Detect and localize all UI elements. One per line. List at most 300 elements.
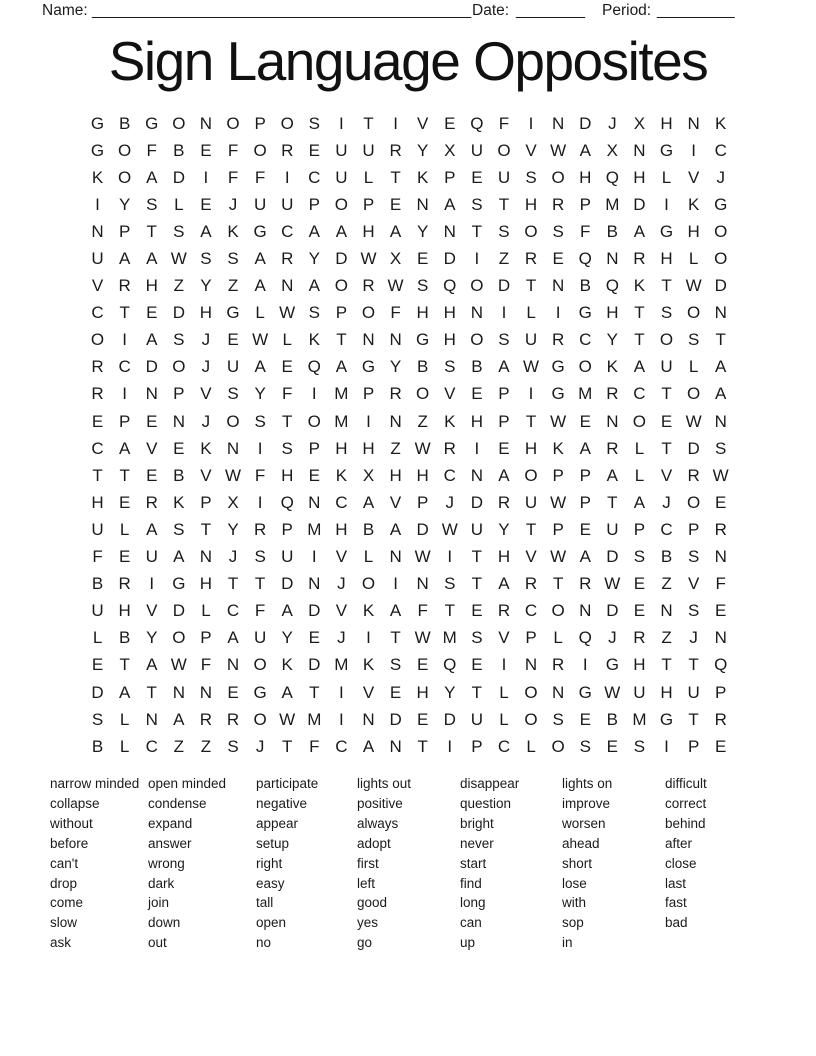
grid-letter: A [254,276,266,296]
grid-letter: A [308,221,320,241]
grid-letter: U [91,249,104,269]
grid-letter: A [118,249,131,269]
grid-letter: P [579,194,591,214]
grid-letter: L [553,628,563,648]
grid-row [84,245,734,272]
grid-letter: L [119,519,130,539]
grid-letter: P [471,736,483,756]
grid-letter: U [524,492,538,512]
grid-letter: T [688,709,699,729]
grid-letter: I [555,303,561,323]
grid-letter: R [199,709,213,729]
grid-letter: H [660,682,673,702]
grid-letter: B [606,221,618,241]
grid-letter: G [714,194,728,214]
grid-letter: L [363,547,374,567]
grid-letter: O [416,384,430,404]
grid-letter: H [91,492,104,512]
grid-letter: N [199,682,213,702]
grid-letter: A [227,628,239,648]
grid-letter: D [172,167,185,187]
grid-letter: P [498,411,510,431]
grid-letter: S [471,628,483,648]
grid-letter: A [308,276,320,296]
grid-letter: A [579,140,591,160]
word-list-item: bad [665,915,688,931]
grid-letter: P [525,628,537,648]
grid-letter: O [172,357,186,377]
grid-letter: R [91,384,104,404]
grid-letter: Y [389,357,402,377]
grid-letter: X [606,140,618,160]
grid-letter: U [633,682,646,702]
grid-letter: T [417,736,428,756]
grid-letter: S [687,547,700,567]
grid-letter: G [253,221,267,241]
grid-letter: T [282,736,293,756]
grid-letter: A [118,682,131,702]
grid-letter: M [632,709,647,729]
grid-letter: H [633,167,646,187]
grid-letter: G [90,140,105,160]
grid-letter: S [200,249,212,269]
grid-letter: Q [443,276,457,296]
grid-letter: A [173,709,185,729]
grid-letter: O [714,249,728,269]
grid-letter: O [253,140,267,160]
grid-letter: X [227,492,239,512]
grid-letter: Y [254,384,266,404]
grid-letter: K [281,655,293,675]
grid-letter: T [715,330,726,350]
grid-letter: N [281,276,294,296]
grid-letter: H [118,601,131,621]
grid-letter: S [552,221,564,241]
grid-letter: T [390,628,401,648]
grid-letter: E [471,655,483,675]
grid-letter: I [691,140,696,160]
grid-letter: J [662,492,671,512]
grid-letter: K [633,276,646,296]
grid-letter: Z [173,276,185,296]
grid-letter: I [474,438,480,458]
grid-letter: A [146,655,158,675]
grid-letter: A [389,601,402,621]
grid-letter: U [91,519,104,539]
grid-letter: W [550,492,567,512]
grid-letter: N [524,655,538,675]
word-list-item: easy [256,875,285,891]
grid-letter: W [604,682,621,702]
grid-letter: I [311,547,317,567]
grid-letter: O [524,221,538,241]
grid-letter: H [579,167,592,187]
grid-letter: C [118,357,131,377]
word-list-item: start [460,855,487,871]
grid-letter: N [199,547,213,567]
grid-letter: W [170,249,187,269]
grid-letter: L [255,303,265,323]
grid-letter: I [393,113,398,133]
grid-letter: R [524,574,538,594]
grid-letter: B [118,628,131,648]
grid-letter: U [253,194,267,214]
grid-letter: S [498,221,510,241]
grid-letter: D [416,519,429,539]
grid-letter: E [660,411,673,431]
grid-letter: R [606,438,619,458]
grid-letter: R [497,601,511,621]
grid-letter: N [308,574,321,594]
grid-letter: W [387,276,404,296]
grid-letter: D [443,249,456,269]
grid-letter: O [578,357,592,377]
grid-letter: T [661,276,672,296]
grid-letter: T [363,113,374,133]
grid-letter: I [582,655,588,675]
grid-letter: E [633,601,646,621]
period-label: Period: [602,2,652,19]
grid-letter: M [334,411,349,431]
grid-letter: P [633,519,646,539]
grid-row [84,164,734,191]
grid-letter: D [443,709,456,729]
grid-letter: A [606,465,618,485]
grid-letter: U [497,167,511,187]
grid-letter: B [362,519,375,539]
grid-letter: U [687,682,700,702]
grid-letter: E [91,655,104,675]
grid-letter: B [579,276,591,296]
grid-letter: N [714,303,727,323]
grid-letter: O [172,113,186,133]
word-list-item: wrong [148,855,185,871]
grid-letter: T [525,411,537,431]
grid-letter: H [416,682,429,702]
grid-letter: E [308,140,320,160]
grid-letter: S [525,167,537,187]
grid-letter: P [281,519,293,539]
grid-letter: Y [146,628,158,648]
grid-letter: E [146,411,158,431]
grid-letter: K [687,194,700,214]
grid-letter: W [224,465,242,485]
grid-letter: W [550,411,567,431]
grid-row [84,300,734,327]
grid-row [84,435,734,462]
grid-letter: D [145,357,158,377]
grid-letter: W [414,438,431,458]
grid-letter: N [416,574,429,594]
grid-letter: T [552,574,564,594]
word-list-item: ahead [562,835,600,851]
word-list-item: join [148,895,170,911]
grid-letter: I [366,628,371,648]
grid-letter: U [470,519,483,539]
grid-letter: A [146,167,158,187]
word-list-item: appear [256,815,299,831]
grid-letter: E [606,736,618,756]
grid-letter: H [524,438,538,458]
grid-letter: K [308,330,320,350]
grid-letter: P [118,221,131,241]
grid-letter: N [714,628,727,648]
grid-letter: E [146,465,158,485]
grid-letter: A [498,465,510,485]
grid-letter: J [608,113,617,133]
page-title: Sign Language Opposites [108,30,708,92]
grid-letter: E [227,330,239,350]
grid-letter: C [145,736,158,756]
grid-letter: I [501,303,507,323]
grid-letter: N [172,682,185,702]
grid-letter: J [608,628,617,648]
grid-letter: O [253,655,267,675]
grid-letter: O [551,736,565,756]
grid-letter: B [91,574,104,594]
grid-letter: I [501,655,507,675]
grid-letter: A [444,194,456,214]
grid-letter: J [255,736,265,756]
grid-letter: O [714,221,728,241]
grid-letter: D [281,574,294,594]
word-list-item: no [256,935,272,951]
grid-letter: H [335,438,348,458]
grid-letter: L [499,682,509,702]
word-list-item: lights out [357,776,412,791]
grid-letter: Z [200,736,212,756]
grid-row [84,733,734,760]
grid-letter: Q [578,628,592,648]
grid-letter: C [579,330,592,350]
grid-letter: I [664,194,669,214]
grid-letter: U [253,628,267,648]
word-list-column [357,774,460,953]
word-list-item: participate [256,776,319,791]
grid-letter: E [715,492,727,512]
grid-letter: G [659,709,674,729]
grid-letter: M [578,384,593,404]
grid-letter: W [712,465,729,485]
grid-letter: N [470,465,483,485]
grid-letter: U [362,140,375,160]
grid-row [84,191,734,218]
grid-letter: W [414,547,431,567]
word-list-item: worsen [562,815,606,831]
word-list-item: close [665,855,697,871]
grid-letter: S [254,411,266,431]
grid-letter: K [606,357,618,377]
word-list-item: adopt [357,835,391,851]
grid-letter: Q [280,492,294,512]
grid-letter: Y [498,519,510,539]
grid-letter: M [442,628,457,648]
grid-letter: T [119,465,130,485]
grid-letter: I [311,384,317,404]
grid-letter: C [633,384,646,404]
grid-letter: V [687,574,700,594]
grid-letter: R [389,140,402,160]
word-list-column [562,774,665,953]
grid-letter: U [281,547,294,567]
grid-letter: T [146,221,157,241]
grid-letter: H [443,303,456,323]
grid-letter: A [146,330,158,350]
grid-letter: M [605,194,620,214]
grid-letter: E [471,601,483,621]
grid-letter: Y [417,140,429,160]
grid-letter: I [366,411,371,431]
grid-letter: D [308,601,321,621]
word-list-item: never [460,835,494,851]
word-list-item: always [357,815,399,831]
grid-letter: H [416,303,429,323]
grid-letter: I [95,194,100,214]
name-blank: ____________________________________________ [92,2,472,19]
grid-letter: Q [307,357,321,377]
grid-letter: R [687,465,700,485]
grid-letter: J [337,574,346,594]
grid-row [84,273,734,300]
grid-letter: F [390,303,401,323]
grid-letter: U [281,194,294,214]
grid-letter: B [173,465,185,485]
word-list-item: come [50,895,84,911]
grid-letter: U [606,519,619,539]
grid-letter: H [362,221,375,241]
grid-letter: A [254,249,266,269]
grid-letter: R [633,628,646,648]
grid-letter: S [552,709,564,729]
grid-letter: Z [227,276,239,296]
grid-letter: C [335,492,348,512]
grid-letter: Q [714,655,728,675]
grid-letter: R [579,574,592,594]
grid-letter: P [552,465,564,485]
grid-letter: H [687,221,700,241]
grid-letter: R [552,330,565,350]
grid-letter: L [282,330,292,350]
grid-letter: U [660,357,673,377]
grid-letter: O [307,411,321,431]
date-blank: ________ [516,2,585,19]
grid-letter: U [470,709,483,729]
grid-letter: D [335,249,348,269]
grid-letter: R [118,574,131,594]
grid-letter: W [550,547,567,567]
grid-letter: E [417,709,429,729]
grid-letter: R [91,357,104,377]
grid-letter: D [497,276,511,296]
grid-letter: S [715,438,727,458]
grid-letter: C [91,303,104,323]
grid-letter: T [254,574,266,594]
grid-row [84,137,734,164]
grid-letter: N [199,113,213,133]
grid-letter: E [91,411,104,431]
grid-letter: H [199,574,213,594]
grid-letter: D [687,438,700,458]
grid-letter: T [471,547,483,567]
grid-letter: G [551,384,565,404]
grid-letter: G [226,303,240,323]
grid-letter: N [416,194,429,214]
grid-letter: R [226,709,240,729]
grid-letter: K [552,438,564,458]
grid-letter: N [389,330,402,350]
grid-letter: T [336,330,347,350]
grid-letter: H [660,249,673,269]
grid-letter: W [360,249,377,269]
word-list-item: ask [50,935,72,951]
grid-letter: F [92,547,103,567]
grid-letter: G [659,221,674,241]
grid-letter: L [119,736,130,756]
grid-letter: J [445,492,455,512]
word-list-item: without [50,815,93,831]
grid-letter: A [498,574,510,594]
grid-letter: D [389,709,402,729]
grid-letter: T [146,682,157,702]
grid-letter: E [200,140,212,160]
grid-letter: Z [498,249,510,269]
grid-letter: S [227,384,239,404]
grid-letter: C [524,601,538,621]
grid-letter: S [227,249,239,269]
grid-letter: B [91,736,104,756]
grid-letter: E [281,357,293,377]
name-label: Name: [42,2,88,19]
grid-letter: E [633,574,646,594]
grid-row [84,652,734,679]
grid-letter: N [552,113,565,133]
grid-letter: Z [173,736,185,756]
grid-letter: F [498,113,510,133]
grid-letter: J [689,628,698,648]
grid-letter: O [524,465,538,485]
grid-letter: G [578,303,592,323]
grid-letter: N [172,411,185,431]
grid-letter: A [362,492,375,512]
grid-letter: T [390,167,401,187]
grid-letter: S [687,330,700,350]
grid-row [84,489,734,516]
grid-letter: H [145,276,158,296]
grid-letter: N [687,113,700,133]
grid-letter: C [281,221,294,241]
grid-letter: V [200,465,212,485]
grid-letter: O [172,628,186,648]
word-list-item: right [256,855,283,871]
grid-letter: F [715,574,726,594]
grid-letter: E [579,519,591,539]
grid-letter: O [334,276,348,296]
word-list-item: last [665,875,687,891]
grid-letter: R [281,140,294,160]
grid-letter: F [200,655,212,675]
grid-letter: R [443,438,456,458]
grid-letter: E [227,682,239,702]
grid-letter: Q [605,167,619,187]
date-label: Date: [472,2,510,19]
grid-letter: B [417,357,429,377]
grid-letter: S [417,276,429,296]
grid-letter: K [715,113,727,133]
grid-letter: I [664,736,669,756]
grid-letter: A [633,357,646,377]
grid-letter: J [201,411,211,431]
grid-letter: L [634,465,645,485]
